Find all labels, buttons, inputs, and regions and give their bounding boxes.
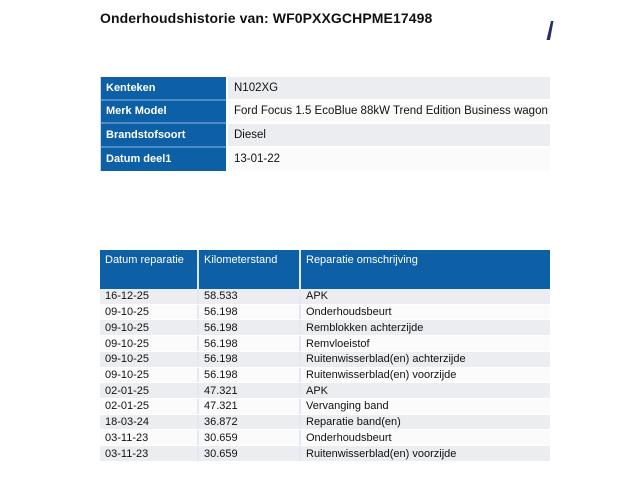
column-header-reparatie-omschrijving: Reparatie omschrijving	[299, 250, 550, 289]
repair-table-header-row	[100, 250, 550, 289]
repair-date-cell: 09-10-25	[105, 368, 150, 381]
odometer-cell: 56.198	[197, 368, 299, 383]
repair-description-cell: Onderhoudsbeurt	[299, 430, 550, 445]
repair-table-row	[100, 383, 550, 399]
repair-description-cell: Ruitenwisserblad(en) voorzijde	[299, 446, 550, 461]
vehicle-field-label: Merk Model	[101, 101, 226, 125]
odometer-cell: 58.533	[197, 289, 299, 304]
repair-date-cell: 16-12-25	[105, 290, 150, 303]
repair-table-row	[100, 305, 550, 321]
repair-table-row	[100, 415, 550, 431]
repair-table-row	[100, 336, 550, 352]
vehicle-field-row	[101, 77, 550, 101]
repair-table-row	[100, 446, 550, 462]
vehicle-field-value: Diesel	[228, 124, 550, 148]
odometer-cell: 47.321	[197, 399, 299, 414]
logo-wedge-shape	[547, 21, 554, 40]
vehicle-info-table	[100, 77, 550, 171]
repair-description-cell: Remblokken achterzijde	[299, 320, 550, 335]
repair-description-cell: Onderhoudsbeurt	[299, 305, 550, 320]
vehicle-field-row	[101, 124, 550, 148]
odometer-cell: 56.198	[197, 305, 299, 320]
repair-date-cell: 02-01-25	[105, 384, 150, 397]
odometer-cell: 56.198	[197, 336, 299, 351]
vehicle-field-row	[101, 101, 550, 125]
vehicle-field-value: N102XG	[228, 77, 550, 101]
odometer-cell: 30.659	[197, 430, 299, 445]
repair-description-cell: Ruitenwisserblad(en) voorzijde	[299, 368, 550, 383]
repair-date-cell: 02-01-25	[105, 400, 150, 413]
repair-description-cell: Remvloeistof	[299, 336, 550, 351]
page-title: Onderhoudshistorie van: WF0PXXGCHPME17498	[100, 10, 433, 26]
repair-table-row	[100, 399, 550, 415]
repair-description-cell: APK	[299, 289, 550, 304]
vehicle-field-label: Brandstofsoort	[101, 124, 226, 148]
vehicle-field-value: 13-01-22	[228, 148, 550, 172]
column-header-kilometerstand: Kilometerstand	[197, 250, 299, 289]
repair-description-cell: Ruitenwisserblad(en) achterzijde	[299, 352, 550, 367]
repair-table-row	[100, 368, 550, 384]
repair-date-cell: 03-11-23	[105, 431, 149, 444]
repair-table-row	[100, 352, 550, 368]
repair-date-cell: 03-11-23	[105, 447, 149, 460]
repair-description-cell: Vervanging band	[299, 399, 550, 414]
repair-table-row	[100, 320, 550, 336]
repair-table-row	[100, 430, 550, 446]
repair-date-cell: 09-10-25	[105, 321, 150, 334]
odometer-cell: 56.198	[197, 352, 299, 367]
repair-table-body	[100, 289, 550, 462]
repair-date-cell: 18-03-24	[105, 416, 150, 429]
logo-mark-icon	[546, 21, 554, 40]
repair-history-table	[100, 250, 550, 462]
odometer-cell: 30.659	[197, 446, 299, 461]
vehicle-field-label: Datum deel1	[101, 148, 226, 172]
column-header-datum-reparatie: Datum reparatie	[105, 254, 184, 266]
vehicle-field-label: Kenteken	[101, 77, 226, 101]
odometer-cell: 36.872	[197, 415, 299, 430]
repair-date-cell: 09-10-25	[105, 306, 150, 319]
odometer-cell: 56.198	[197, 320, 299, 335]
repair-description-cell: Reparatie band(en)	[299, 415, 550, 430]
vehicle-field-row	[101, 148, 550, 172]
repair-date-cell: 09-10-25	[105, 337, 150, 350]
odometer-cell: 47.321	[197, 383, 299, 398]
repair-date-cell: 09-10-25	[105, 353, 150, 366]
vehicle-field-value: Ford Focus 1.5 EcoBlue 88kW Trend Edition Business wagon	[228, 101, 550, 125]
repair-description-cell: APK	[299, 383, 550, 398]
repair-table-row	[100, 289, 550, 305]
